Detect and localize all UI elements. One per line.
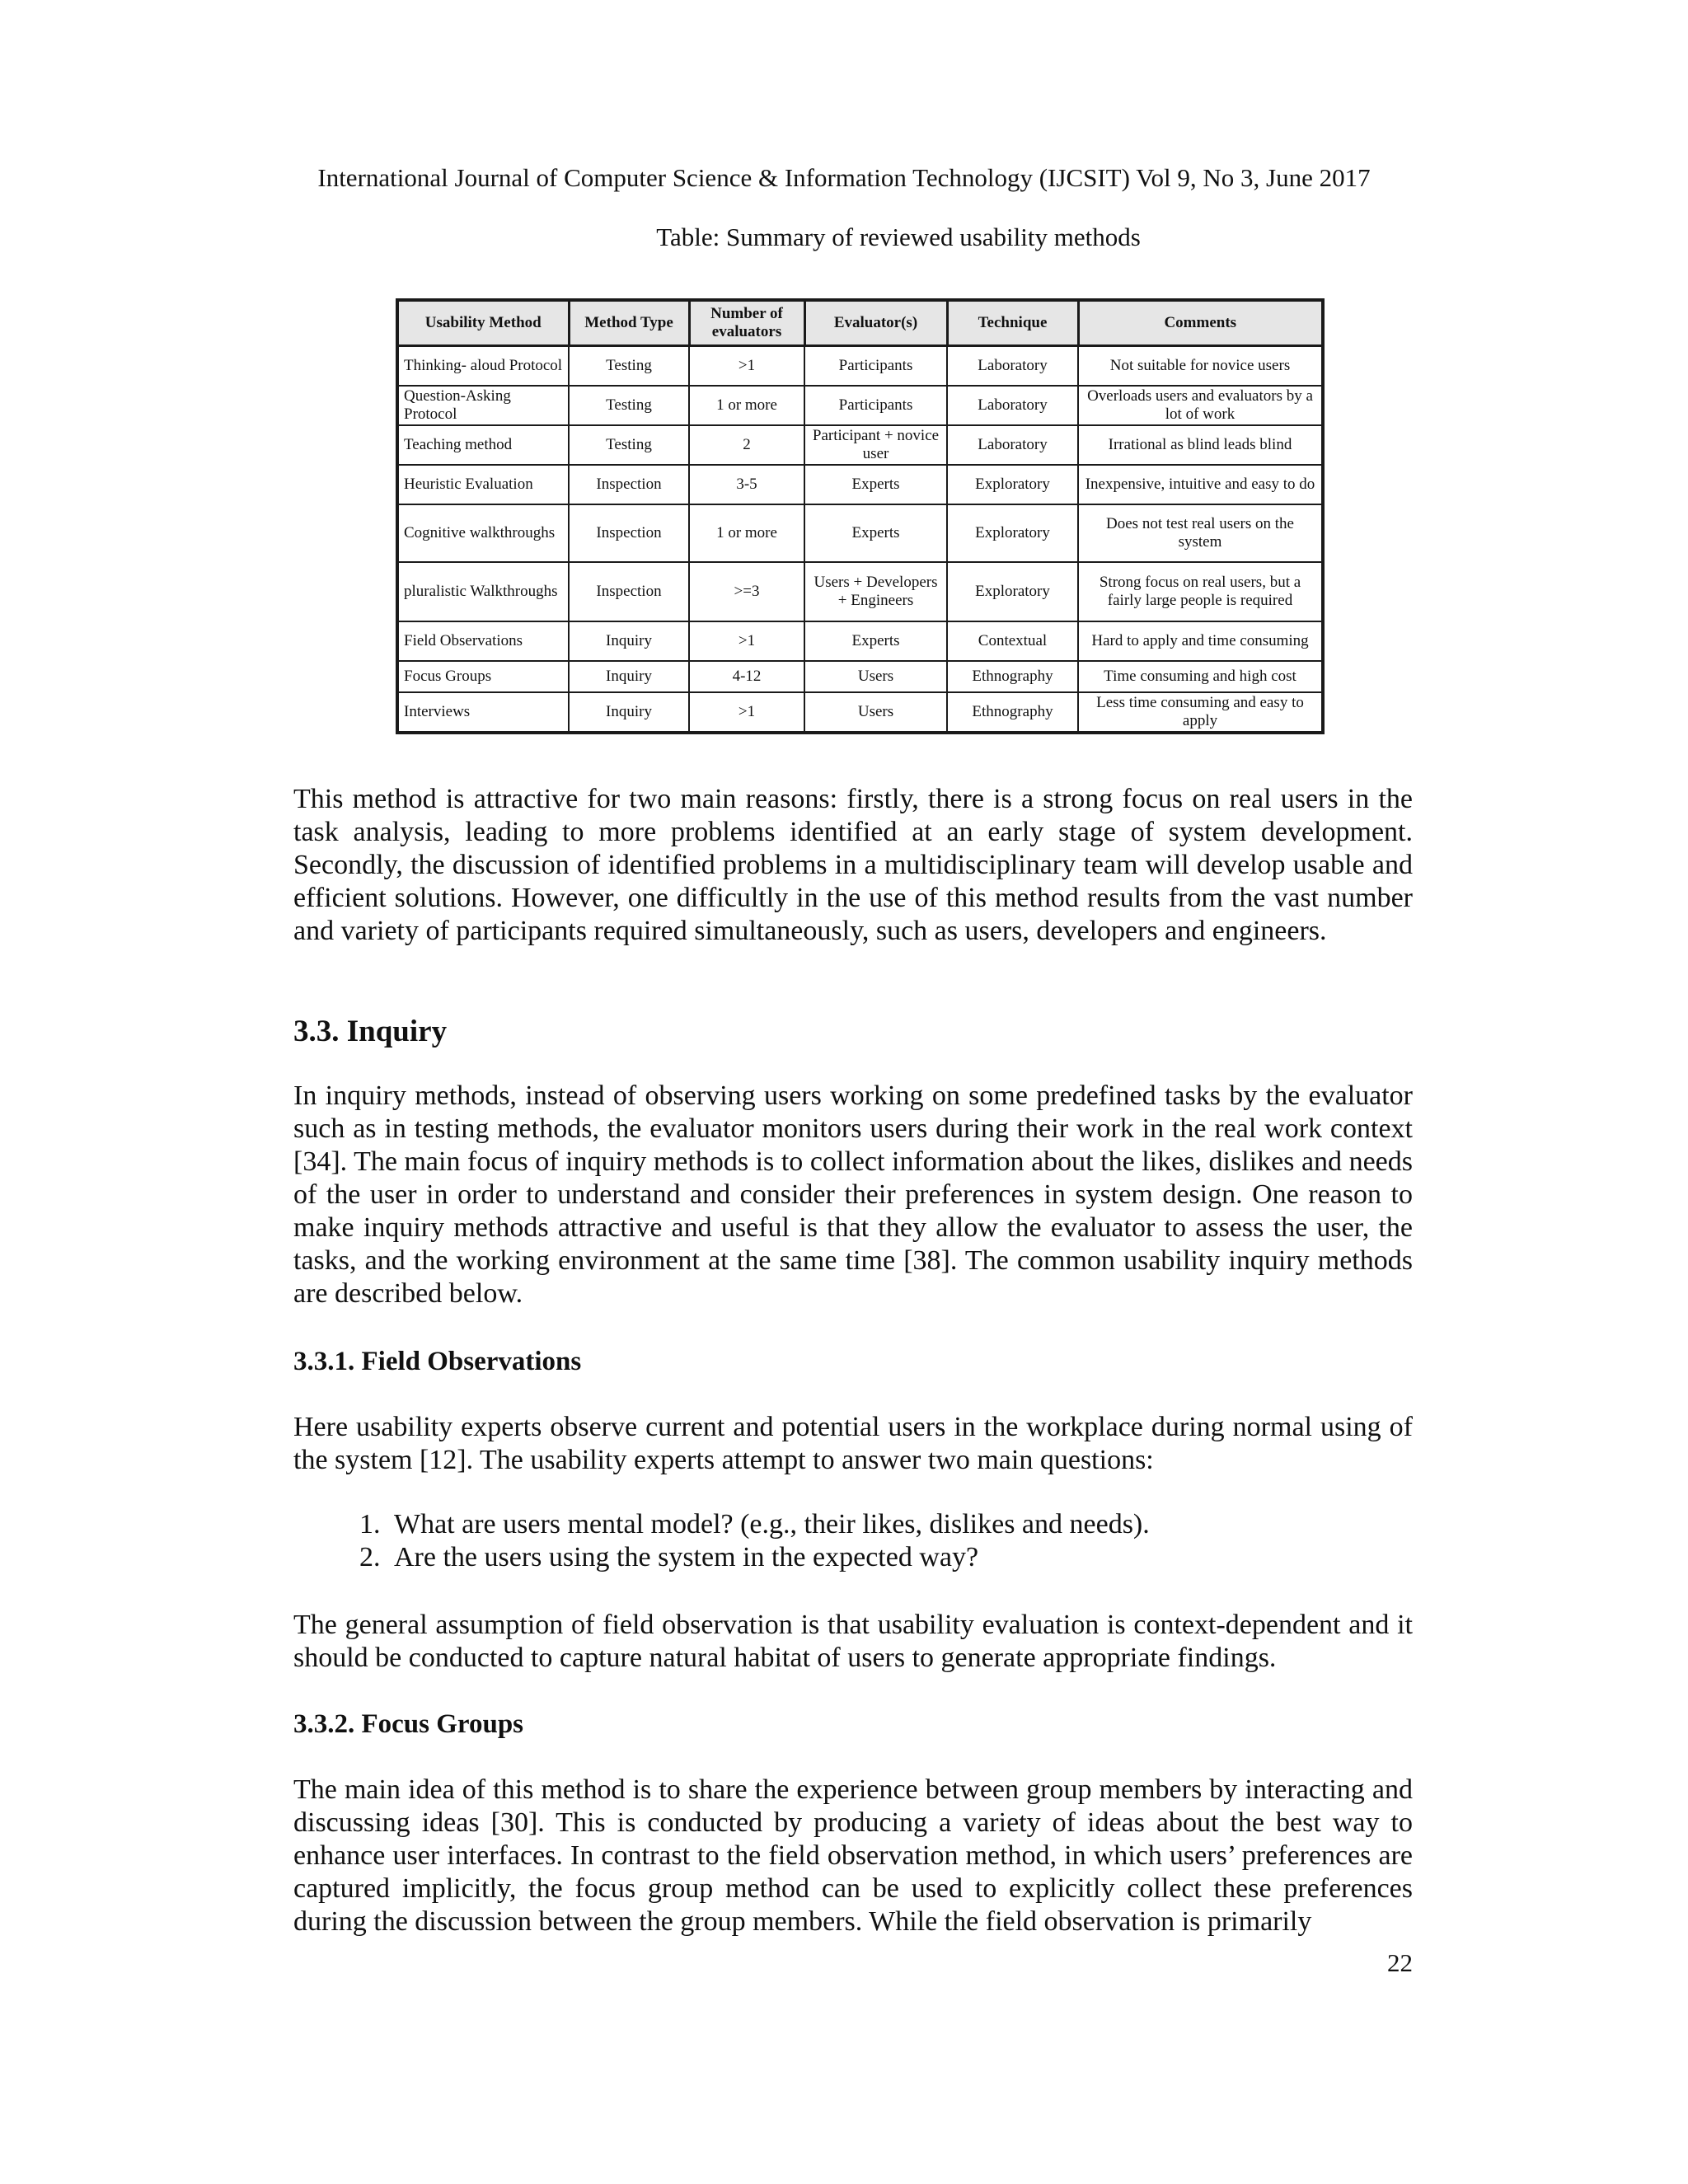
table-row [397,661,1323,692]
table-cell: >1 [689,692,804,733]
table-cell: Experts [804,504,947,562]
paragraph-text: In inquiry methods, instead of observing users working on some predefined tasks by the evaluator such as in testing methods, the evaluator monitors users during their work in the real work context [34]. The main focus of inquiry methods is to collect information about the likes, dislikes and needs of the user in order to understand and consider their preferences in system design. One reason to make inquiry methods attractive and useful is that they allow the evaluator to assess the user, the tasks, and the working environment at the same time [38]. The common usability inquiry methods are described below. [293,1080,1413,1309]
table-cell: Contextual [947,621,1078,661]
table-cell: Ethnography [947,692,1078,733]
table-cell: Cognitive walkthroughs [397,504,569,562]
subsection-heading: 3.3.1. Field Observations [293,1347,582,1376]
table-cell: Users [804,661,947,692]
table-cell: Testing [569,386,689,425]
table-cell: Users [804,692,947,733]
table-row [397,386,1323,425]
paragraph-text: This method is attractive for two main reasons: firstly, there is a strong focus on real users in the task analysis, leading to more problems identified at an early stage of system development. Secondly, the discussion of identified problems in a multidisciplinary team will develop usable and efficient solutions. However, one difficultly in the use of this method results from the vast number and variety of participants required simultaneously, such as users, developers and engineers. [293,784,1413,946]
table-cell: Question-Asking Protocol [397,386,569,425]
table-cell: Field Observations [397,621,569,661]
table-cell: >=3 [689,562,804,621]
list-item: 2. Are the users using the system in the expected way? [387,1541,1413,1574]
numbered-list [293,1508,1413,1574]
usability-methods-table [396,298,1325,734]
list-item: 1. What are users mental model? (e.g., their likes, dislikes and needs). [387,1508,1413,1541]
running-header: International Journal of Computer Science & Information Technology (IJCSIT) Vol 9, No 3, June 2017 [317,163,1371,192]
header-cell: Method Type [569,300,689,346]
table-row [397,465,1323,504]
table-cell: Laboratory [947,425,1078,465]
table-cell: 1 or more [689,386,804,425]
table-cell: >1 [689,346,804,386]
header-cell: Evaluator(s) [804,300,947,346]
table-cell: Inexpensive, intuitive and easy to do [1078,465,1323,504]
table-cell: Inspection [569,504,689,562]
table-cell: Inquiry [569,661,689,692]
paragraph-text: Here usability experts observe current and potential users in the workplace during normal using of the system [12]. The usability experts attempt to answer two main questions: [293,1412,1413,1475]
table-cell: Focus Groups [397,661,569,692]
table-cell: Inspection [569,465,689,504]
table-cell: 3-5 [689,465,804,504]
table-cell: Does not test real users on the system [1078,504,1323,562]
table-cell: Ethnography [947,661,1078,692]
header-cell: Technique [947,300,1078,346]
paragraph [293,1609,1413,1675]
table-cell: Exploratory [947,504,1078,562]
table-cell: Exploratory [947,465,1078,504]
table-row [397,692,1323,733]
page-number: 22 [1387,1948,1413,1977]
table-row [397,621,1323,661]
table-cell: Inquiry [569,621,689,661]
table-cell: Irrational as blind leads blind [1078,425,1323,465]
table-cell: 2 [689,425,804,465]
table-cell: Laboratory [947,386,1078,425]
table-cell: Overloads users and evaluators by a lot of work [1078,386,1323,425]
table-cell: Users + Developers + Engineers [804,562,947,621]
table-row [397,425,1323,465]
subsection-heading: 3.3.2. Focus Groups [293,1709,524,1739]
table-cell: Participant + novice user [804,425,947,465]
table-cell: Testing [569,346,689,386]
table-cell: >1 [689,621,804,661]
header-cell: Comments [1078,300,1323,346]
table-cell: Participants [804,346,947,386]
paragraph-text: The general assumption of field observation is that usability evaluation is context-dependent and it should be conducted to capture natural habitat of users to generate appropriate findings. [293,1610,1413,1673]
header-cell: Number of evaluators [689,300,804,346]
table-cell: Exploratory [947,562,1078,621]
table-cell: pluralistic Walkthroughs [397,562,569,621]
table-cell: Thinking- aloud Protocol [397,346,569,386]
table-cell: Testing [569,425,689,465]
table-cell: Heuristic Evaluation [397,465,569,504]
table-cell: Strong focus on real users, but a fairly large people is required [1078,562,1323,621]
table-cell: Time consuming and high cost [1078,661,1323,692]
section-heading: 3.3. Inquiry [293,1015,448,1048]
table-cell: Participants [804,386,947,425]
table-cell: Inquiry [569,692,689,733]
table-cell: Experts [804,621,947,661]
table-row [397,346,1323,386]
table-caption: Table: Summary of reviewed usability methods [656,223,1141,251]
table-cell: Interviews [397,692,569,733]
paragraph [293,1080,1413,1310]
header-cell: Usability Method [397,300,569,346]
paragraph [293,1411,1413,1477]
table-cell: Hard to apply and time consuming [1078,621,1323,661]
table-cell: Inspection [569,562,689,621]
paragraph [293,783,1413,948]
table-row [397,562,1323,621]
table-cell: Teaching method [397,425,569,465]
table-cell: Less time consuming and easy to apply [1078,692,1323,733]
table-cell: Experts [804,465,947,504]
paragraph-text: The main idea of this method is to share the experience between group members by interacting and discussing ideas [30]. This is conducted by producing a variety of ideas about the best way to enhance user interfaces. In contrast to the field observation method, in which users’ preferences are captured implicitly, the focus group method can be used to explicitly collect these preferences during the discussion between the group members. While the field observation is primarily [293,1774,1413,1937]
table-cell: Laboratory [947,346,1078,386]
table-cell: 1 or more [689,504,804,562]
table-cell: 4-12 [689,661,804,692]
table-cell: Not suitable for novice users [1078,346,1323,386]
table-row [397,504,1323,562]
table-header-row [397,300,1323,346]
paragraph [293,1774,1413,1938]
